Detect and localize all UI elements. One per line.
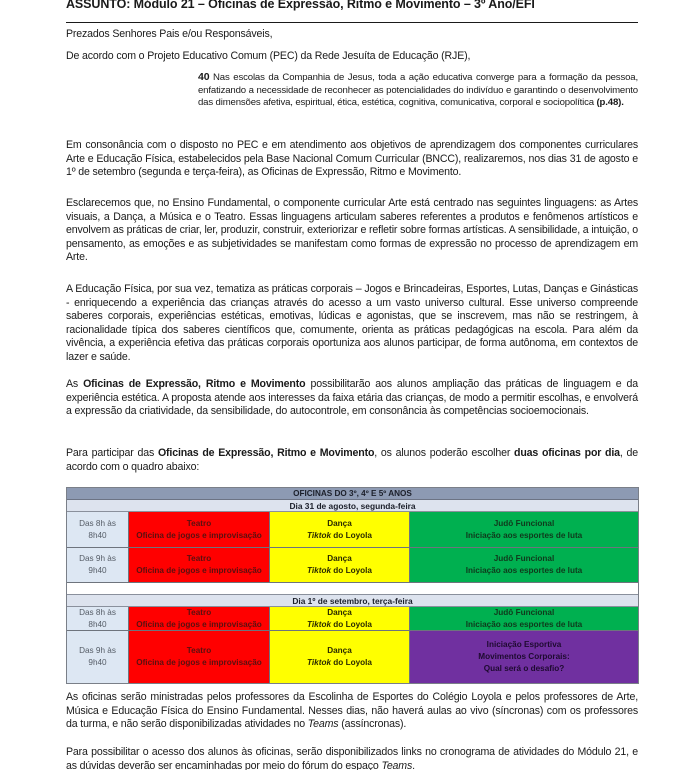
danca-cell: Dança Tiktok do Loyola: [270, 631, 410, 683]
text-run: , os alunos poderão escolher: [374, 447, 515, 459]
text-run: , de acordo com o quadro abaixo:: [66, 447, 638, 473]
bold-run: duas oficinas por dia: [514, 447, 620, 459]
text-run: Para participar das: [66, 447, 158, 459]
iniciacao-esportiva-cell: Iniciação Esportiva Movimentos Corporais: Qual será o desafio?: [410, 631, 638, 683]
paragraph-participation: [66, 447, 638, 474]
intro-paragraph: De acordo com o Projeto Educativo Comum (PEC) da Rede Jesuíta de Educação (RJE),: [66, 50, 471, 62]
day-header: Dia 1º de setembro, terça-feira: [67, 595, 638, 607]
pec-quote: [198, 71, 638, 110]
paragraph-arte: Esclarecemos que, no Ensino Fundamental, o componente curricular Arte está centrado nas seguintes linguagens: as Artes visuais, a Dança, a Música e o Teatro. Essas linguagens articulam saberes referentes a produtos e fenômenos artísticos e envolvem as práticas de criar, ler, produzir, construir, exteriorizar e refletir sobre formas artísticas. A sensibilidade, a intuição, o pensamento, as emoções e as subjetividades se manifestam como formas de expressão no processo de aprendizagem em Arte.: [66, 197, 638, 264]
table-row: [67, 548, 638, 583]
teatro-cell: Teatro Oficina de jogos e improvisação: [129, 631, 270, 683]
italic-run: Teams: [307, 718, 339, 731]
quote-text: Nas escolas da Companhia de Jesus, toda a ação educativa converge para a formação da pessoa, enfatizando a necessidade de reconhecer as potencialidades do indivíduo e garantindo o desenvolvimento das dimensões afetiva, espiritual, ética, estética, cognitiva, comunicativa, corporal e sociopolítica: [198, 72, 638, 109]
time-cell: Das 8h às 8h40: [67, 607, 129, 631]
text-run: Para possibilitar o acesso dos alunos às oficinas, serão disponibilizados links no cronograma de atividades do Módulo 21, e as dúvidas deverão ser encaminhadas por meio do fórum do espaço: [66, 746, 638, 770]
spacer-row: [67, 583, 638, 595]
judo-cell: Judô Funcional Iniciação aos esportes de luta: [410, 607, 638, 631]
schedule-table: [66, 487, 639, 684]
teatro-cell: Teatro Oficina de jogos e improvisação: [129, 512, 270, 548]
heading-divider: [66, 22, 638, 23]
subject-heading: ASSUNTO: Módulo 21 – Oficinas de Expressão, Ritmo e Movimento – 3º Ano/EFI: [66, 0, 535, 11]
danca-cell: Dança Tiktok do Loyola: [270, 607, 410, 631]
table-header: OFICINAS DO 3º, 4º E 5º ANOS: [67, 488, 638, 500]
paragraph-bncc: Em consonância com o disposto no PEC e em atendimento aos objetivos de aprendizagem dos componentes curriculares Arte e Educação Física, estabelecidos pela Base Nacional Comum Curricular (BNCC), realizaremos, nos dias 31 de agosto e 1º de setembro (segunda e terça-feira), as Oficinas de Expressão, Ritmo e Movimento.: [66, 139, 638, 179]
text-run: possibilitarão aos alunos ampliação das práticas de linguagem e da experiência estética. A proposta atende aos interesses da faixa etária das crianças, de modo a permitir escolhas, e envolverá a expressão da criatividade, da sensibilidade, do autocontrole, em consonância às competências socioemocionais.: [66, 378, 639, 418]
greeting: Prezados Senhores Pais e/ou Responsáveis,: [66, 28, 273, 40]
day-header: Dia 31 de agosto, segunda-feira: [67, 500, 638, 512]
table-row: [67, 631, 638, 683]
paragraph-educacao-fisica: A Educação Física, por sua vez, tematiza as práticas corporais – Jogos e Brincadeiras, Esportes, Lutas, Danças e Ginásticas - enriquecendo a experiência das crianças através do acesso a um vasto universo cultural. Esse universo compreende saberes corporais, experiências estéticas, emotivas, lúdicas e agonistas, que se inscrevem, mas não se restringem, à racionalidade típica dos saberes científicos que, comumente, orienta as práticas pedagógicas na escola. Para além da vivência, a experiência efetiva das práticas corporais oportuniza aos alunos participar, de forma autônoma, em contextos de lazer e saúde.: [66, 283, 638, 363]
text-run: As oficinas serão ministradas pelos professores da Escolinha de Esportes do Colégio Loyola e pelos professores de Arte, Música e Educação Física do Ensino Fundamental. Nesses dias, não haverá aulas ao vivo (síncronas) com os professores da turma, e não serão disponibilizadas atividades no: [66, 691, 638, 731]
time-cell: Das 9h às 9h40: [67, 548, 129, 583]
teatro-cell: Teatro Oficina de jogos e improvisação: [129, 548, 270, 583]
quote-reference: (p.48).: [596, 97, 624, 109]
text-run: (assíncronas).: [338, 718, 407, 731]
bold-run: Oficinas de Expressão, Ritmo e Movimento: [83, 378, 306, 390]
text-run: As: [66, 378, 84, 390]
paragraph-acesso: [66, 746, 638, 770]
danca-cell: Dança Tiktok do Loyola: [270, 548, 410, 583]
table-row: [67, 512, 638, 548]
bold-run: Oficinas de Expressão, Ritmo e Movimento: [157, 447, 375, 459]
paragraph-oficinas: [66, 378, 638, 419]
judo-cell: Judô Funcional Iniciação aos esportes de luta: [410, 548, 638, 583]
quote-number: 40: [198, 71, 210, 83]
judo-cell: Judô Funcional Iniciação aos esportes de luta: [410, 512, 638, 548]
paragraph-professores: [66, 691, 638, 732]
table-row: [67, 607, 638, 631]
time-cell: Das 8h às 8h40: [67, 512, 129, 548]
time-cell: Das 9h às 9h40: [67, 631, 129, 683]
danca-cell: Dança Tiktok do Loyola: [270, 512, 410, 548]
text-run: .: [412, 759, 415, 770]
italic-run: Teams: [381, 759, 413, 770]
teatro-cell: Teatro Oficina de jogos e improvisação: [129, 607, 270, 631]
